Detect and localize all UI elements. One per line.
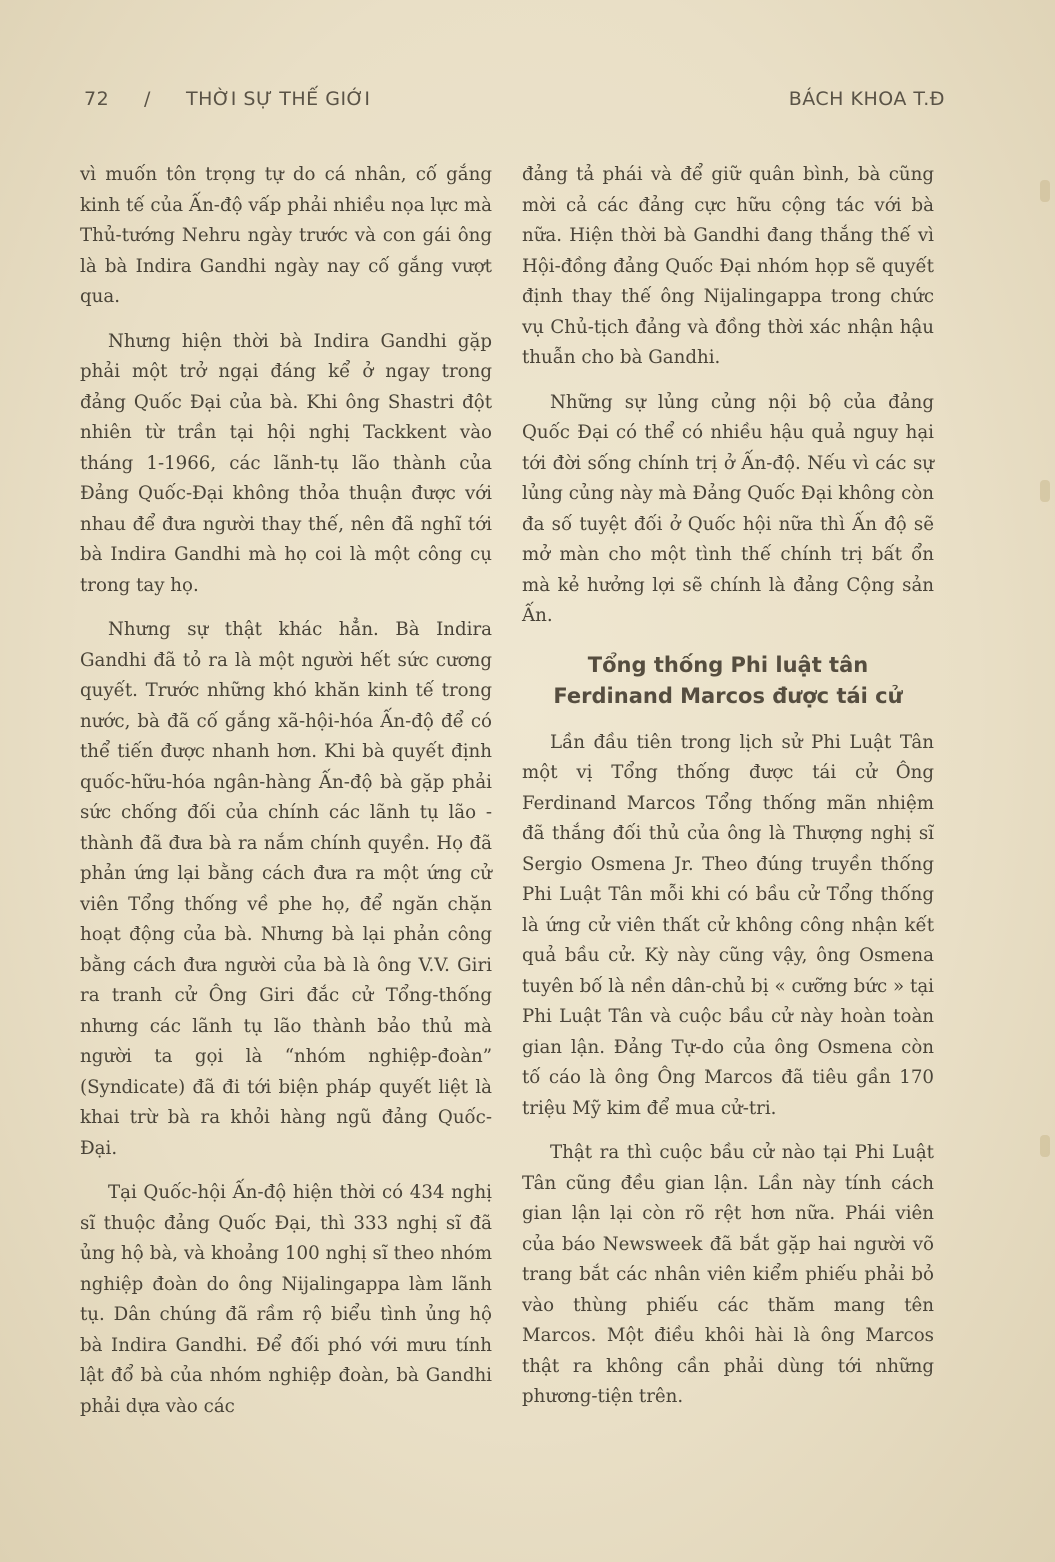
page-stain [1040,180,1050,202]
article-subheading [522,650,934,712]
page-stain [1040,480,1050,502]
header-separator: / [144,88,151,110]
left-column [80,160,492,1436]
paragraph: vì muốn tôn trọng tự do cá nhân, cố gắng kinh tế của Ấn-độ vấp phải nhiều nọa lực mà Thủ-tướng Nehru ngày trước và con gái ông là bà Indira Gandhi ngày nay cố gắng vượt qua. [80,164,492,307]
paragraph: Nhưng hiện thời bà Indira Gandhi gặp phải một trở ngại đáng kể ở ngay trong đảng Quốc Đại của bà. Khi ông Shastri đột nhiên từ trần tại hội nghị Tackkent vào tháng 1-1966, các lãnh-tụ lão thành của Đảng Quốc-Đại không thỏa thuận được với nhau để đưa người thay thế, nên đã nghĩ tới bà Indira Gandhi mà họ coi là một công cụ trong tay họ. [80,330,492,596]
page-stain [1040,1135,1050,1157]
section-title: THỜI SỰ THẾ GIỚI [186,88,371,110]
paragraph: Lần đầu tiên trong lịch sử Phi Luật Tân một vị Tổng thống được tái cử Ông Ferdinand Marcos Tổng thống mãn nhiệm đã thắng đối thủ của ông là Thượng nghị sĩ Sergio Osmena Jr. Theo đúng truyền thống Phi Luật Tân mỗi khi có bầu cử Tổng thống là ứng cử viên thất cử không công nhận kết quả bầu cử. Kỳ này cũng vậy, ông Osmena tuyên bố là nền dân-chủ bị « cưỡng bức » tại Phi Luật Tân và cuộc bầu cử này hoàn toàn gian lận. Đảng Tự-do của ông Osmena còn tố cáo là ông Ông Marcos đã tiêu gần 170 triệu Mỹ kim để mua cử-tri. [522,731,934,1119]
journal-title: BÁCH KHOA T.Đ [788,88,945,110]
right-column [522,160,934,1427]
running-header [84,88,945,118]
paragraph: Tại Quốc-hội Ấn-độ hiện thời có 434 nghị sĩ thuộc đảng Quốc Đại, thì 333 nghị sĩ đã ủng hộ bà, và khoảng 100 nghị sĩ theo nhóm nghiệp đoàn do ông Nijalingappa làm lãnh tụ. Dân chúng đã rầm rộ biểu tình ủng hộ bà Indira Gandhi. Để đối phó với mưu tính lật đổ bà của nhóm nghiệp đoàn, bà Gandhi phải dựa vào các [80,1182,492,1417]
paragraph: đảng tả phái và để giữ quân bình, bà cũng mời cả các đảng cực hữu cộng tác với bà nữa. Hiện thời bà Gandhi đang thắng thế vì Hội-đồng đảng Quốc Đại nhóm họp sẽ quyết định thay thế ông Nijalingappa trong chức vụ Chủ-tịch đảng và đồng thời xác nhận hậu thuẫn cho bà Gandhi. [522,164,934,368]
subheading-line-1: Tổng thống Phi luật tân [587,652,869,677]
subheading-line-2: Ferdinand Marcos được tái cử [553,683,903,708]
paragraph: Những sự lủng củng nội bộ của đảng Quốc Đại có thể có nhiều hậu quả nguy hại tới đời sống chính trị ở Ấn-độ. Nếu vì các sự lủng củng này mà Đảng Quốc Đại không còn đa số tuyệt đối ở Quốc hội nữa thì Ấn độ sẽ mở màn cho một tình thế chính trị bất ổn mà kẻ hưởng lợi sẽ chính là đảng Cộng sản Ấn. [522,391,934,626]
paragraph: Nhưng sự thật khác hẳn. Bà Indira Gandhi đã tỏ ra là một người hết sức cương quyết. Trước những khó khăn kinh tế trong nước, bà đã cố gắng xã-hội-hóa Ấn-độ để có thể tiến được nhanh hơn. Khi bà quyết định quốc-hữu-hóa ngân-hàng Ấn-độ bà gặp phải sức chống đối của chính các lãnh tụ lão - thành đã đưa bà ra nắm chính quyền. Họ đã phản ứng lại bằng cách đưa ra một ứng cử viên Tổng thống về phe họ, để ngăn chặn hoạt động của bà. Nhưng bà lại phản công bằng cách đưa người của bà là ông V.V. Giri ra tranh cử Ông Giri đắc cử Tổng-thống nhưng các lãnh tụ lão thành bảo thủ mà người ta gọi là “nhóm nghiệp-đoàn” (Syndicate) đã đi tới biện pháp quyết liệt là khai trừ bà ra khỏi hàng ngũ đảng Quốc-Đại. [80,619,492,1159]
paragraph: Thật ra thì cuộc bầu cử nào tại Phi Luật Tân cũng đều gian lận. Lần này tính cách gian lận lại còn rõ rệt hơn nữa. Phái viên của báo Newsweek đã bắt gặp hai người võ trang bắt các nhân viên kiểm phiếu phải bỏ vào thùng phiếu các thăm mang tên Marcos. Một điều khôi hài là ông Marcos thật ra không cần phải dùng tới những phương-tiện trên. [522,1142,934,1407]
page-number: 72 [84,88,110,110]
